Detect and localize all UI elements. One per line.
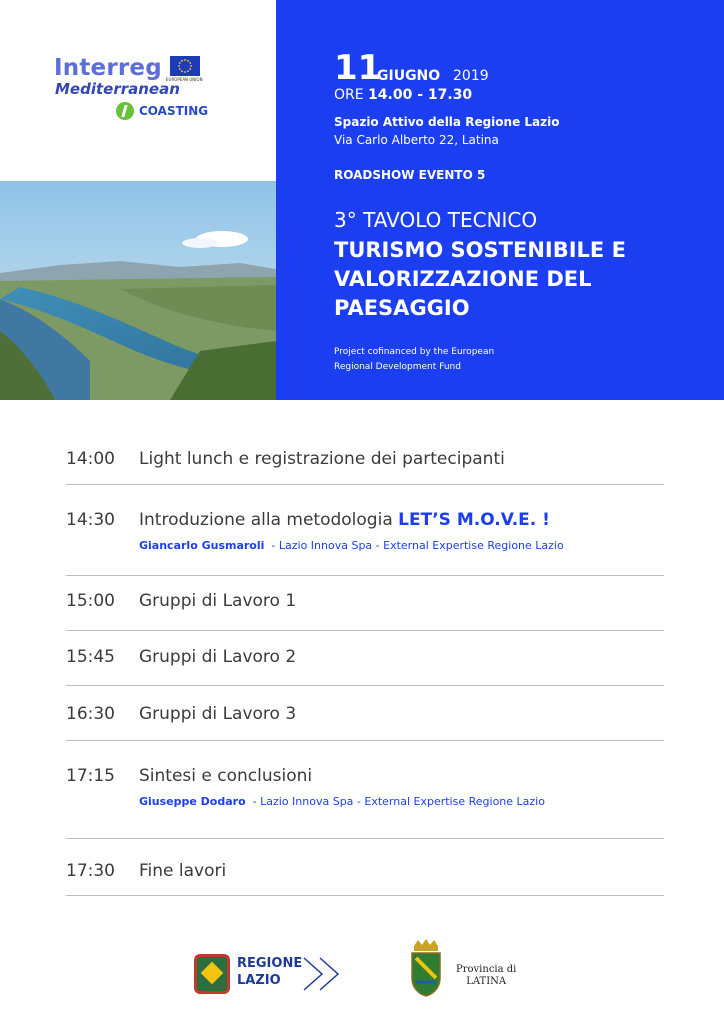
- event-year: 2019: [453, 68, 489, 84]
- provincia-latina-logo: [386, 930, 528, 1014]
- event-day: 11: [334, 48, 382, 88]
- funding-note: [334, 345, 494, 375]
- time-range: 14.00 - 17.30: [368, 87, 473, 103]
- agenda-title: [139, 510, 550, 530]
- provincia-line: Provincia di: [456, 964, 517, 975]
- agenda-list: [66, 430, 664, 896]
- event-headline: [334, 236, 694, 323]
- header-band: [0, 0, 724, 400]
- agenda-time: 16:30: [66, 704, 115, 724]
- agenda-item: [66, 485, 664, 576]
- lazio-emblem-icon: [194, 954, 230, 994]
- agenda-title: Gruppi di Lavoro 3: [139, 704, 297, 724]
- lazio-line: REGIONE: [237, 956, 303, 971]
- coasting-icon: [116, 102, 134, 120]
- agenda-speaker: [139, 539, 564, 552]
- agenda-item: [66, 686, 664, 741]
- time-prefix: ORE: [334, 87, 364, 103]
- funding-line: Regional Development Fund: [334, 362, 461, 372]
- eu-sublabel: EUROPEAN UNION: [166, 77, 203, 82]
- agenda-title: Gruppi di Lavoro 2: [139, 647, 297, 667]
- eu-flag-icon: [170, 56, 200, 76]
- agenda-title-highlight: LET’S M.O.V.E. !: [398, 510, 550, 530]
- speaker-affiliation: - Lazio Innova Spa - External Expertise Regione Lazio: [252, 795, 545, 808]
- speaker-name: Giuseppe Dodaro: [139, 795, 246, 808]
- provincia-crest-icon: [408, 938, 444, 998]
- agenda-time: 17:30: [66, 861, 115, 881]
- agenda-item: [66, 576, 664, 631]
- agenda-item: [66, 741, 664, 839]
- provincia-text: [456, 964, 516, 988]
- agenda-title: Gruppi di Lavoro 1: [139, 591, 297, 611]
- tavolo-label: 3° TAVOLO TECNICO: [334, 208, 538, 232]
- agenda-time: 15:45: [66, 647, 115, 667]
- agenda-title: Sintesi e conclusioni: [139, 766, 313, 786]
- logo-panel: [0, 0, 276, 181]
- agenda-title: Fine lavori: [139, 861, 227, 881]
- lazio-logo-text: [237, 955, 302, 989]
- agenda-title-text: Introduzione alla metodologia: [139, 510, 399, 530]
- agenda-item: [66, 631, 664, 686]
- interreg-logo: Interreg: [54, 55, 162, 81]
- agenda-time: 17:15: [66, 766, 115, 786]
- agenda-speaker: [139, 795, 545, 808]
- event-month: GIUGNO: [377, 68, 441, 84]
- mediterranean-logo: Mediterranean: [55, 80, 180, 98]
- speaker-name: Giancarlo Gusmaroli: [139, 539, 265, 552]
- speaker-affiliation: - Lazio Innova Spa - External Expertise Regione Lazio: [271, 539, 564, 552]
- coastline-photo: [0, 181, 276, 400]
- event-time: [334, 87, 472, 103]
- agenda-time: 15:00: [66, 591, 115, 611]
- roadshow-label: ROADSHOW EVENTO 5: [334, 168, 486, 182]
- agenda-time: 14:30: [66, 510, 115, 530]
- agenda-time: 14:00: [66, 449, 115, 469]
- headline-line: VALORIZZAZIONE DEL: [334, 267, 592, 291]
- agenda-title: Light lunch e registrazione dei partecipanti: [139, 449, 505, 469]
- funding-line: Project cofinanced by the European: [334, 347, 495, 357]
- event-venue: Spazio Attivo della Regione Lazio: [334, 115, 560, 129]
- headline-line: TURISMO SOSTENIBILE E: [334, 238, 626, 262]
- coasting-logo: COASTING: [139, 104, 209, 118]
- headline-line: PAESAGGIO: [334, 296, 470, 320]
- event-address: Via Carlo Alberto 22, Latina: [334, 133, 499, 147]
- agenda-item: [66, 430, 664, 485]
- provincia-line: LATINA: [466, 976, 507, 987]
- agenda-item: [66, 839, 664, 896]
- lazio-line: LAZIO: [237, 973, 281, 988]
- event-info-panel: [276, 0, 724, 400]
- regione-lazio-logo: [194, 952, 344, 998]
- lazio-chevron-icon: [302, 956, 342, 992]
